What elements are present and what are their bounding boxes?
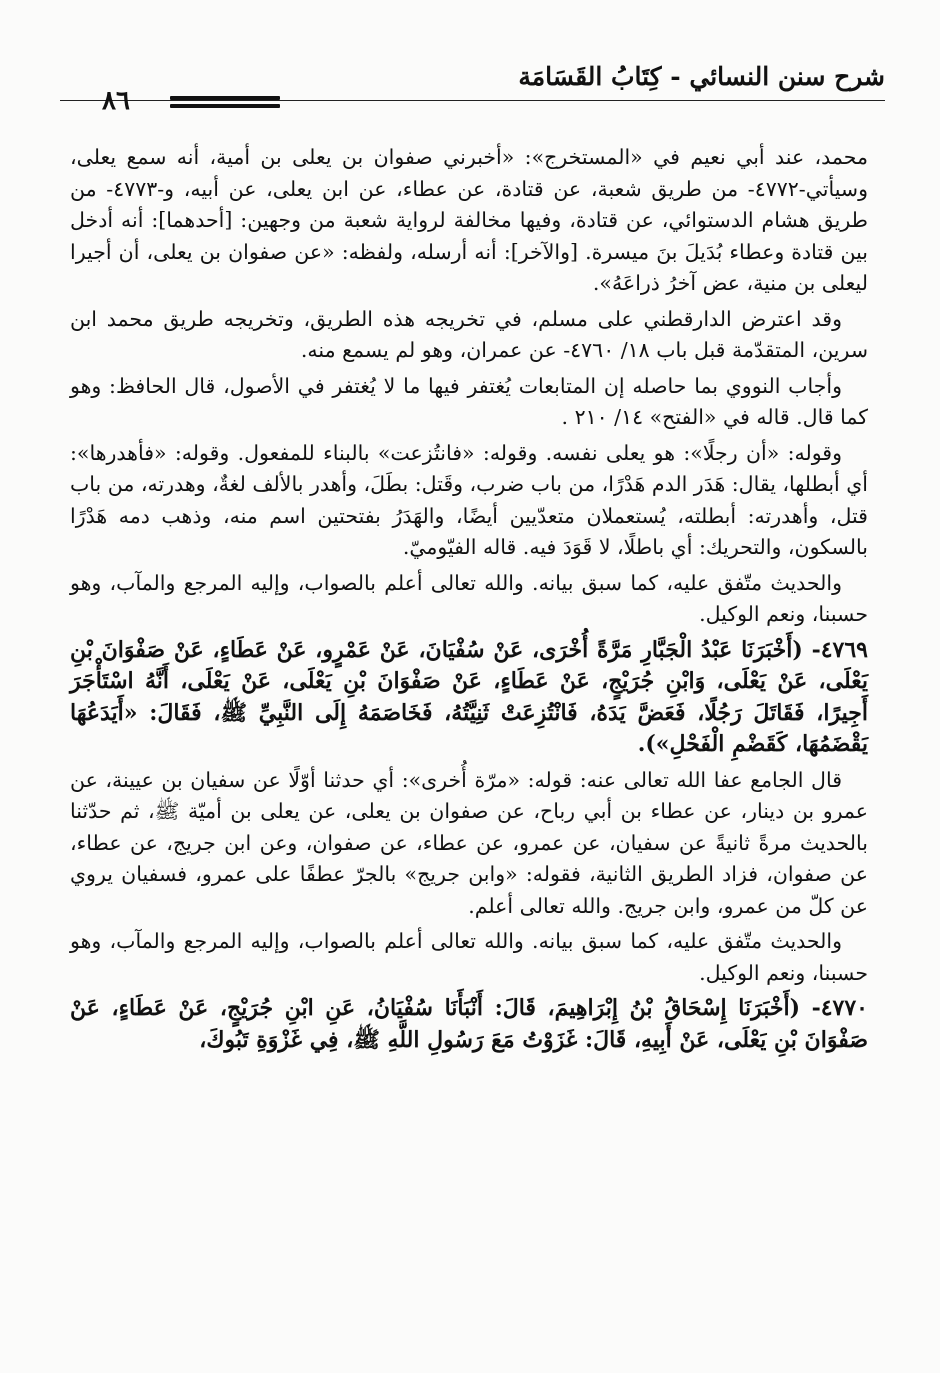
paragraph: وقد اعترض الدارقطني على مسلم، في تخريجه هذه الطريق، وتخريجه طريق محمد ابن سرين، المتقدّمة قبل باب ١٨/ ٤٧٦٠- عن عمران، وهو لم يسمع منه. xyxy=(70,306,868,362)
paragraph: وقوله: «أن رجلًا»: هو يعلى نفسه. وقوله: «فانتُزعت» بالبناء للمفعول. وقوله: «فأهدرها»: أي أبطلها، يقال: هَدَر الدم هَدْرًا، من باب ضرب، وقَتل: بطَلَ، وأهدر بالألف لغةٌ، وهدرته، من باب قتل، وأهدرته: أبطلته، يُستعملان متعدّيين أيضًا، والهَدَرُ بفتحتين اسم منه، وذهب دمه هَدْرًا بالسكون، والتحريك: أي باطلًا، لا قَوَدَ فيه. قاله الفيّوميّ. xyxy=(70,440,868,559)
page-header xyxy=(60,60,885,118)
paragraph: وأجاب النووي بما حاصله إن المتابعات يُغتفر فيها ما لا يُغتفر في الأصول، قال الحافظ: وهو كما قال. قاله في «الفتح» ١٤/ ٢١٠ . xyxy=(70,373,868,429)
paragraph: قال الجامع عفا الله تعالى عنه: قوله: «مرّة أُخرى»: أي حدثنا أوّلًا عن سفيان بن عيينة، عن عمرو بن دينار، عن عطاء بن أبي رباح، عن صفوان بن يعلى، عن يعلى بن أميّة ﷺ، ثم حدّثنا بالحديث مرةً ثانيةً عن سفيان، عن عمرو، عن عطاء، عن صفوان، وعن ابن جريج، عن عطاء، عن صفوان، فزاد الطريق الثانية، فقوله: «وابن جريج» بالجرّ عطفًا على عمرو، فسفيان يروي عن كلّ من عمرو، وابن جريج. والله تعالى أعلم. xyxy=(70,767,868,918)
header-ornament-bars xyxy=(170,96,280,112)
paragraph: والحديث متّفق عليه، كما سبق بيانه. والله تعالى أعلم بالصواب، وإليه المرجع والمآب، وهو حسبنا، ونعم الوكيل. xyxy=(70,570,868,626)
main-text xyxy=(70,142,868,1060)
running-title: شرح سنن النسائي - كِتَابُ القَسَامَة xyxy=(518,62,885,91)
hadith-text: ٤٧٦٩- (أَخْبَرَنَا عَبْدُ الْجَبَّارِ مَرَّةً أُخْرَى، عَنْ سُفْيَانَ، عَنْ عَمْرٍو، عَنْ عَطَاءٍ، عَنْ صَفْوَانَ بْنِ يَعْلَى، عَنْ يَعْلَى، وَابْنِ جُرَيْجٍ، عَنْ عَطَاءٍ، عَنْ صَفْوَانَ بْنِ يَعْلَى، عَنْ يَعْلَى، أَنَّهُ اسْتَأْجَرَ أَجِيرًا، فَقَاتَلَ رَجُلًا، فَعَضَّ يَدَهُ، فَانْتُزِعَتْ ثَنِيَّتُهُ، فَخَاصَمَهُ إِلَى النَّبِيِّ ﷺ، فَقَالَ: «أَيَدَعُهَا يَقْضَمُهَا، كَقَضْمِ الْفَحْلِ»). xyxy=(70,636,868,757)
paragraph: والحديث متّفق عليه، كما سبق بيانه. والله تعالى أعلم بالصواب، وإليه المرجع والمآب، وهو حسبنا، ونعم الوكيل. xyxy=(70,929,868,985)
paragraph: محمد، عند أبي نعيم في «المستخرج»: «أخبرني صفوان بن يعلى بن أمية، أنه سمع يعلى، وسيأتي-٤٧٧٢- من طريق شعبة، عن قتادة، عن عطاء، عن ابن يعلى، عن أبيه، و-٤٧٧٣- من طريق هشام الدستوائي، عن قتادة، وفيها مخالفة لرواية شعبة من وجهين: [أحدهما]: أنه أدخل بين قتادة وعطاء بُدَيلَ بنَ ميسرة. [والآخر]: أنه أرسله، ولفظه: «عن صفوان بن يعلى، أن أجيرا ليعلى بن منية، عض آخرُ ذراعَهُ». xyxy=(70,145,868,295)
page-number: ٨٦ xyxy=(102,86,130,116)
hadith-text: ٤٧٧٠- (أَخْبَرَنَا إِسْحَاقُ بْنُ إِبْرَاهِيمَ، قَالَ: أَنْبَأَنَا سُفْيَانُ، عَنِ ابْنِ جُرَيْجٍ، عَنْ عَطَاءٍ، عَنْ صَفْوَانَ بْنِ يَعْلَى، عَنْ أَبِيهِ، قَالَ: غَزَوْتُ مَعَ رَسُولِ اللَّهِ ﷺ، فِي غَزْوَةِ تَبُوكَ، xyxy=(70,995,868,1053)
